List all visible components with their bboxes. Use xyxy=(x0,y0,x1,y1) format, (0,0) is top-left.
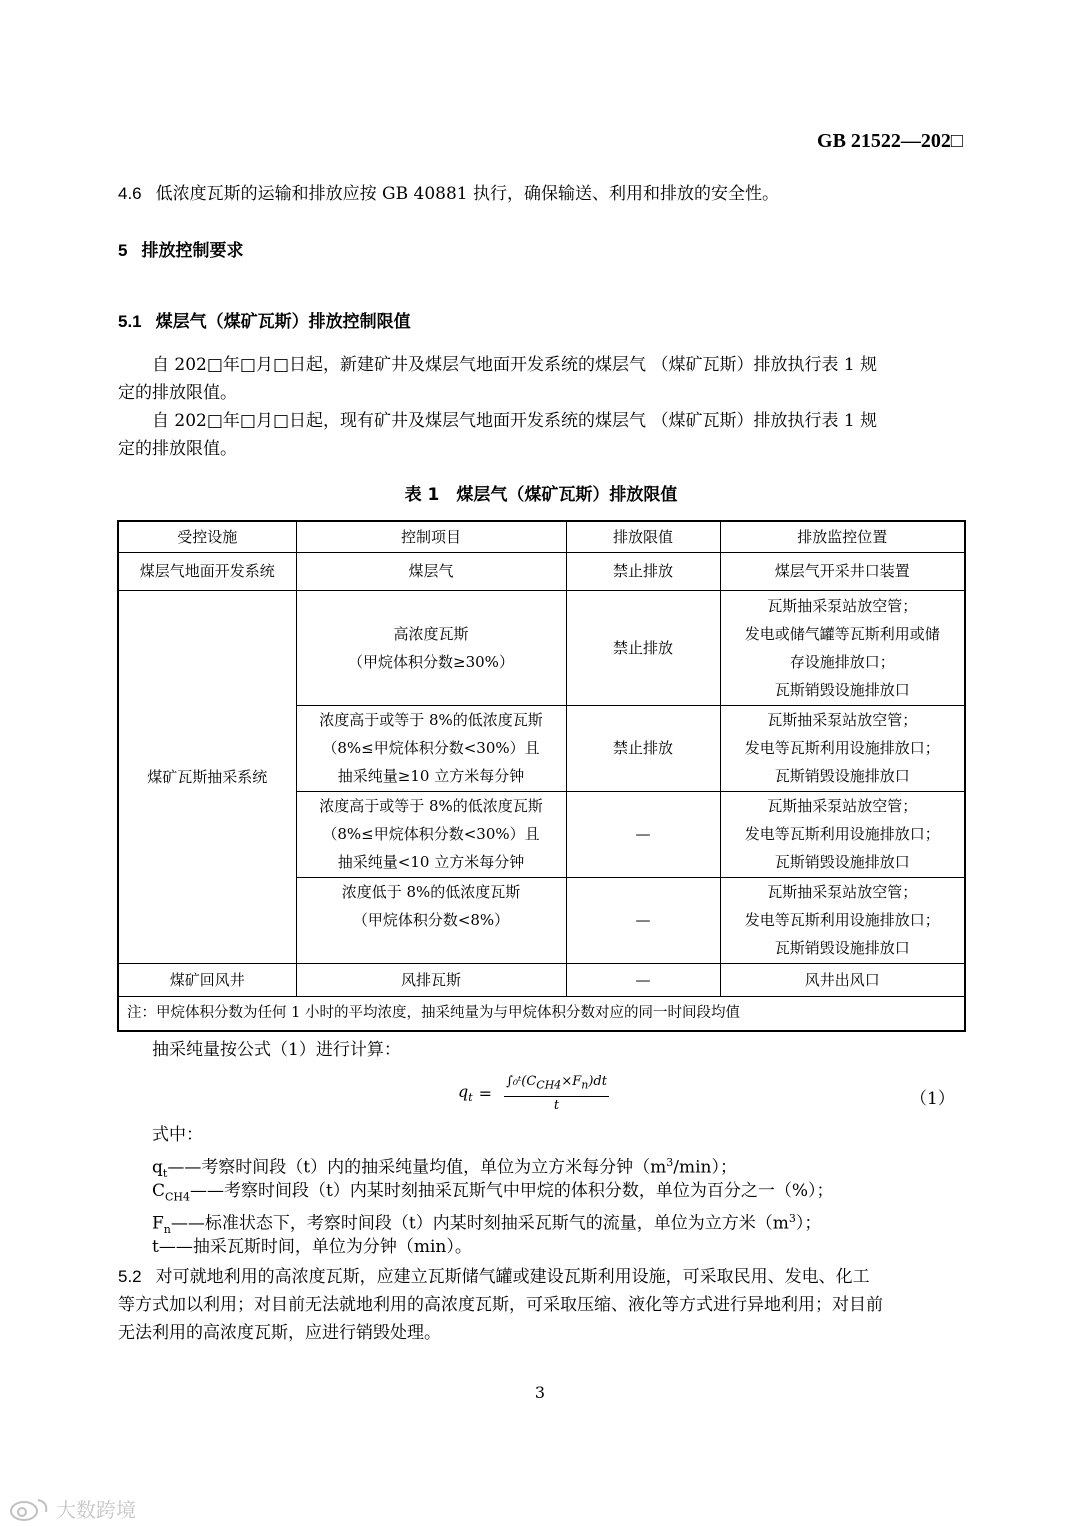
cell-facility-group: 煤矿瓦斯抽采系统 xyxy=(118,590,296,963)
table-header-row xyxy=(118,521,965,552)
location-line: 瓦斯抽采泵站放空管； xyxy=(767,711,918,729)
cell-item: 煤层气 xyxy=(296,552,566,590)
table-row xyxy=(118,963,965,996)
symbol-subscript: n xyxy=(163,1223,171,1237)
item-line: （8%≤甲烷体积分数<30%）且 xyxy=(322,825,540,843)
section-4-6 xyxy=(118,180,779,208)
location-line: 发电等瓦斯利用设施排放口； xyxy=(744,911,940,929)
item-line: 抽采纯量<10 立方米每分钟 xyxy=(337,853,525,871)
numerator-part: ×F xyxy=(561,1074,582,1089)
cell-location xyxy=(720,590,965,705)
section-5-heading xyxy=(118,237,243,265)
cell-limit: — xyxy=(566,791,720,877)
definition-text: /min）； xyxy=(673,1157,737,1178)
superscript: 3 xyxy=(666,1156,674,1169)
section-5-1-heading xyxy=(118,308,411,336)
definition-t: t——抽采瓦斯时间，单位为分钟（min）。 xyxy=(152,1237,472,1257)
location-line: 瓦斯销毁设施排放口 xyxy=(774,680,910,699)
item-line: 抽采纯量≥10 立方米每分钟 xyxy=(337,767,525,785)
watermark-text: 大数跨境 xyxy=(56,1498,136,1522)
symbol: q xyxy=(152,1157,163,1178)
item-line: 高浓度瓦斯 xyxy=(393,624,469,643)
cell-limit: 禁止排放 xyxy=(566,705,720,791)
section-5-2-line2: 等方式加以利用；对目前无法就地利用的高浓度瓦斯，可采取压缩、液化等方式进行异地利用；对目前 xyxy=(118,1295,883,1315)
formula-intro: 抽采纯量按公式（1）进行计算： xyxy=(152,1040,401,1060)
formula-equals: = xyxy=(478,1083,493,1103)
location-line: 瓦斯销毁设施排放口 xyxy=(774,853,910,871)
cell-location xyxy=(720,791,965,877)
formula-lhs xyxy=(458,1082,473,1104)
paragraph-existing-mines-line1: 自 202□年□月□日起，现有矿井及煤层气地面开发系统的煤层气 （煤矿瓦斯）排放执行表 1 规 xyxy=(152,411,878,431)
formula-numerator xyxy=(504,1072,609,1097)
equation-number: （1） xyxy=(910,1089,955,1109)
location-line: 瓦斯抽采泵站放空管； xyxy=(767,596,918,615)
section-title: 煤层气（煤矿瓦斯）排放控制限值 xyxy=(155,312,411,332)
cell-item xyxy=(296,590,566,705)
section-5-2-line3: 无法利用的高浓度瓦斯，应进行销毁处理。 xyxy=(118,1323,441,1343)
definition-text: ——考察时间段（t）内的抽采纯量均值，单位为立方米每分钟（m xyxy=(167,1157,667,1178)
numerator-subscript: CH4 xyxy=(536,1078,562,1092)
location-line: 瓦斯抽采泵站放空管； xyxy=(767,797,918,815)
numerator-subscript: n xyxy=(581,1078,589,1092)
location-line: 瓦斯抽采泵站放空管； xyxy=(767,883,918,901)
page-number: 3 xyxy=(534,1383,546,1402)
cell-location: 风井出风口 xyxy=(720,963,965,996)
definition-text: ——标准状态下，考察时间段（t）内某时刻抽采瓦斯气的流量，单位为立方米（m xyxy=(170,1213,789,1234)
lhs-subscript: t xyxy=(468,1091,473,1105)
cell-limit: 禁止排放 xyxy=(566,590,720,705)
cell-item xyxy=(296,791,566,877)
item-line: （8%≤甲烷体积分数<30%）且 xyxy=(322,739,540,757)
header-monitor-location: 排放监控位置 xyxy=(720,521,965,552)
section-text: 低浓度瓦斯的运输和排放应按 GB 40881 执行，确保输送、利用和排放的安全性。 xyxy=(155,184,780,204)
paragraph-new-mines-line1: 自 202□年□月□日起，新建矿井及煤层气地面开发系统的煤层气 （煤矿瓦斯）排放执行表 1 规 xyxy=(152,355,878,375)
symbol-subscript: t xyxy=(162,1167,168,1181)
header-control-item: 控制项目 xyxy=(296,521,566,552)
table-note-row xyxy=(118,996,965,1031)
table-title: 表 1 煤层气（煤矿瓦斯）排放限值 xyxy=(404,485,678,505)
lhs-symbol: q xyxy=(458,1082,469,1102)
section-5-2 xyxy=(118,1263,870,1291)
section-number: 5 xyxy=(118,241,128,260)
cell-location xyxy=(720,877,965,963)
item-line: （甲烷体积分数≥30%） xyxy=(348,652,514,671)
item-line: （甲烷体积分数<8%） xyxy=(352,910,510,929)
cell-facility: 煤矿回风井 xyxy=(118,963,296,996)
cell-location xyxy=(720,705,965,791)
section-text: 对可就地利用的高浓度瓦斯，应建立瓦斯储气罐或建设瓦斯利用设施，可采取民用、发电、化工 xyxy=(155,1267,870,1287)
item-line: 浓度高于或等于 8%的低浓度瓦斯 xyxy=(319,711,543,729)
symbol-subscript: CH4 xyxy=(165,1190,191,1204)
paragraph-existing-mines-line2: 定的排放限值。 xyxy=(118,439,237,459)
formula-denominator: t xyxy=(553,1097,560,1113)
formula-1 xyxy=(458,1072,609,1115)
item-line: 浓度高于或等于 8%的低浓度瓦斯 xyxy=(319,797,543,815)
item-line: 浓度低于 8%的低浓度瓦斯 xyxy=(341,882,521,901)
header-facility: 受控设施 xyxy=(118,521,296,552)
section-number: 5.2 xyxy=(118,1267,142,1286)
emission-limits-table xyxy=(117,520,966,1032)
cell-location: 煤层气开采井口装置 xyxy=(720,552,965,590)
location-line: 存设施排放口； xyxy=(789,652,895,671)
location-line: 瓦斯销毁设施排放口 xyxy=(774,939,910,957)
definitions-intro: 式中： xyxy=(152,1125,203,1145)
section-title: 排放控制要求 xyxy=(141,241,244,261)
cell-facility: 煤层气地面开发系统 xyxy=(118,552,296,590)
numerator-part: ∫₀ᵗ(C xyxy=(506,1074,537,1089)
location-line: 发电等瓦斯利用设施排放口； xyxy=(744,739,940,757)
watermark xyxy=(8,1494,136,1523)
section-number: 4.6 xyxy=(118,184,142,203)
standard-code: GB 21522—202□ xyxy=(817,130,963,152)
formula-fraction xyxy=(504,1072,609,1115)
symbol: C xyxy=(152,1181,166,1201)
cell-item xyxy=(296,877,566,963)
symbol: F xyxy=(152,1213,164,1234)
numerator-part: )dt xyxy=(588,1074,607,1089)
cell-limit: 禁止排放 xyxy=(566,552,720,590)
definition-text: ）； xyxy=(795,1213,822,1234)
paragraph-new-mines-line2: 定的排放限值。 xyxy=(118,383,237,403)
section-number: 5.1 xyxy=(118,312,142,331)
weibo-logo-icon xyxy=(8,1496,52,1522)
location-line: 发电或储气罐等瓦斯利用或储 xyxy=(744,624,940,643)
cell-item xyxy=(296,705,566,791)
definition-text: ——考察时间段（t）内某时刻抽采瓦斯气中甲烷的体积分数，单位为百分之一（%）； xyxy=(190,1181,834,1201)
table-row xyxy=(118,552,965,590)
table-row xyxy=(118,590,965,705)
table-note: 注：甲烷体积分数为任何 1 小时的平均浓度，抽采纯量为与甲烷体积分数对应的同一时间段均值 xyxy=(118,996,965,1031)
cell-limit: — xyxy=(566,877,720,963)
cell-limit: — xyxy=(566,963,720,996)
location-line: 发电等瓦斯利用设施排放口； xyxy=(744,825,940,843)
header-limit: 排放限值 xyxy=(566,521,720,552)
location-line: 瓦斯销毁设施排放口 xyxy=(774,767,910,785)
superscript: 3 xyxy=(788,1212,796,1225)
cell-item: 风排瓦斯 xyxy=(296,963,566,996)
